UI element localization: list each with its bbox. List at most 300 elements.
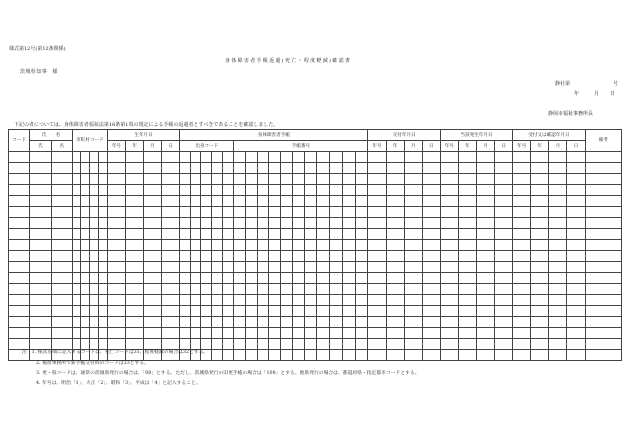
table-cell <box>212 350 223 361</box>
table-cell <box>531 262 549 273</box>
note-3: 3. 更・県コードは、通常の茨城県発行の場合は、「08」とする。ただし、茨城県発行の旧更手帳の場合は「108」とする。他県発行の場合は、都道府県・指定都市コードとする。 <box>36 371 420 376</box>
table-cell <box>125 251 143 262</box>
table-cell <box>190 196 201 207</box>
table-cell <box>404 350 422 361</box>
table-cell <box>440 317 458 328</box>
table-cell <box>355 152 368 163</box>
table-cell <box>585 207 621 218</box>
issue-era-header: 年号 <box>368 141 386 152</box>
table-cell <box>162 306 180 317</box>
table-cell <box>125 317 143 328</box>
table-cell <box>234 284 246 295</box>
table-cell <box>355 207 368 218</box>
table-cell <box>81 185 90 196</box>
table-cell <box>201 284 212 295</box>
table-cell <box>458 163 476 174</box>
table-cell <box>317 152 330 163</box>
table-cell <box>51 328 72 339</box>
table-cell <box>269 218 281 229</box>
table-cell <box>281 229 293 240</box>
table-cell <box>458 218 476 229</box>
table-cell <box>342 328 355 339</box>
event-month-header: 月 <box>476 141 494 152</box>
table-cell <box>190 339 201 350</box>
table-cell <box>355 174 368 185</box>
table-cell <box>342 295 355 306</box>
table-cell <box>458 196 476 207</box>
table-cell <box>281 295 293 306</box>
table-cell <box>9 328 30 339</box>
table-cell <box>201 218 212 229</box>
table-cell <box>585 174 621 185</box>
table-cell <box>342 339 355 350</box>
origin-code-header: 出身コード <box>180 141 234 152</box>
table-cell <box>125 152 143 163</box>
table-cell <box>212 207 223 218</box>
table-cell <box>180 306 191 317</box>
table-cell <box>89 251 99 262</box>
table-cell <box>246 229 258 240</box>
table-cell <box>585 152 621 163</box>
table-cell <box>386 218 404 229</box>
table-cell <box>201 185 212 196</box>
table-cell <box>292 262 304 273</box>
table-cell <box>234 185 246 196</box>
table-cell <box>212 196 223 207</box>
table-cell <box>222 295 234 306</box>
table-cell <box>317 284 330 295</box>
table-cell <box>281 328 293 339</box>
remarks-header: 備考 <box>585 130 621 152</box>
table-cell <box>257 306 269 317</box>
table-cell <box>257 284 269 295</box>
table-cell <box>404 163 422 174</box>
table-cell <box>201 163 212 174</box>
table-cell <box>567 196 585 207</box>
table-cell <box>292 240 304 251</box>
table-cell <box>144 240 162 251</box>
table-cell <box>162 284 180 295</box>
code-header: コード <box>9 130 30 152</box>
table-cell <box>30 185 51 196</box>
table-cell <box>30 229 51 240</box>
table-cell <box>513 207 531 218</box>
table-cell <box>531 152 549 163</box>
table-cell <box>404 218 422 229</box>
table-cell <box>386 306 404 317</box>
table-cell <box>549 163 567 174</box>
table-cell <box>404 251 422 262</box>
table-cell <box>476 262 494 273</box>
table-cell <box>330 273 343 284</box>
table-cell <box>585 295 621 306</box>
table-cell <box>30 295 51 306</box>
table-cell <box>107 251 125 262</box>
table-cell <box>30 339 51 350</box>
table-cell <box>440 306 458 317</box>
table-cell <box>317 317 330 328</box>
table-cell <box>190 306 201 317</box>
table-cell <box>234 273 246 284</box>
table-cell <box>212 284 223 295</box>
table-cell <box>51 306 72 317</box>
table-cell <box>531 196 549 207</box>
table-cell <box>304 152 317 163</box>
table-cell <box>342 185 355 196</box>
table-cell <box>386 273 404 284</box>
table-cell <box>72 207 81 218</box>
table-cell <box>144 251 162 262</box>
table-cell <box>81 229 90 240</box>
table-cell <box>190 273 201 284</box>
table-cell <box>585 284 621 295</box>
table-cell <box>89 328 99 339</box>
table-cell <box>234 196 246 207</box>
table-cell <box>180 229 191 240</box>
table-cell <box>89 185 99 196</box>
table-cell <box>234 229 246 240</box>
table-cell <box>495 295 513 306</box>
table-cell <box>317 229 330 240</box>
table-cell <box>304 273 317 284</box>
table-cell <box>304 350 317 361</box>
table-cell <box>292 174 304 185</box>
table-cell <box>162 240 180 251</box>
table-cell <box>368 196 386 207</box>
table-cell <box>125 185 143 196</box>
table-cell <box>180 317 191 328</box>
table-cell <box>549 229 567 240</box>
table-cell <box>513 152 531 163</box>
table-cell <box>342 207 355 218</box>
table-cell <box>386 174 404 185</box>
table-cell <box>180 284 191 295</box>
table-cell <box>269 207 281 218</box>
table-cell <box>51 317 72 328</box>
table-cell <box>125 262 143 273</box>
table-cell <box>567 185 585 196</box>
table-cell <box>222 207 234 218</box>
table-cell <box>212 218 223 229</box>
table-cell <box>549 306 567 317</box>
table-cell <box>190 317 201 328</box>
table-cell <box>9 295 30 306</box>
table-cell <box>513 262 531 273</box>
table-cell <box>246 317 258 328</box>
table-cell <box>9 218 30 229</box>
table-cell <box>355 251 368 262</box>
table-cell <box>355 163 368 174</box>
table-cell <box>531 229 549 240</box>
table-cell <box>422 295 440 306</box>
table-cell <box>107 328 125 339</box>
table-cell <box>422 207 440 218</box>
table-cell <box>476 185 494 196</box>
event-era-header: 年号 <box>440 141 458 152</box>
table-cell <box>317 251 330 262</box>
table-cell <box>330 251 343 262</box>
table-cell <box>281 196 293 207</box>
table-cell <box>212 229 223 240</box>
table-cell <box>476 218 494 229</box>
table-cell <box>144 339 162 350</box>
table-cell <box>495 174 513 185</box>
table-cell <box>99 339 108 350</box>
table-cell <box>269 295 281 306</box>
table-cell <box>330 163 343 174</box>
table-cell <box>30 284 51 295</box>
event-day-header: 日 <box>495 141 513 152</box>
table-cell <box>404 306 422 317</box>
table-cell <box>355 185 368 196</box>
table-cell <box>458 284 476 295</box>
table-cell <box>212 317 223 328</box>
table-cell <box>81 251 90 262</box>
event-year-header: 年 <box>458 141 476 152</box>
table-cell <box>404 339 422 350</box>
table-cell <box>201 196 212 207</box>
table-cell <box>144 328 162 339</box>
table-cell <box>190 185 201 196</box>
table-cell <box>317 350 330 361</box>
table-cell <box>368 350 386 361</box>
table-cell <box>513 174 531 185</box>
table-row <box>9 185 622 196</box>
table-cell <box>89 174 99 185</box>
table-cell <box>99 163 108 174</box>
table-cell <box>72 185 81 196</box>
table-cell <box>342 229 355 240</box>
table-cell <box>513 273 531 284</box>
table-cell <box>422 339 440 350</box>
table-cell <box>355 295 368 306</box>
table-cell <box>269 317 281 328</box>
table-cell <box>513 339 531 350</box>
table-cell <box>162 163 180 174</box>
table-cell <box>386 152 404 163</box>
table-cell <box>144 207 162 218</box>
table-cell <box>269 328 281 339</box>
table-cell <box>495 328 513 339</box>
table-cell <box>246 174 258 185</box>
table-cell <box>212 174 223 185</box>
table-cell <box>222 306 234 317</box>
table-cell <box>144 218 162 229</box>
table-cell <box>89 284 99 295</box>
table-cell <box>585 317 621 328</box>
table-cell <box>269 350 281 361</box>
table-cell <box>440 174 458 185</box>
table-cell <box>440 284 458 295</box>
table-row <box>9 152 622 163</box>
table-cell <box>99 240 108 251</box>
table-cell <box>180 251 191 262</box>
form-number: 様式第12号(第12条関係) <box>9 46 66 52</box>
table-cell <box>458 229 476 240</box>
date-year-label: 年 <box>574 91 580 97</box>
table-cell <box>368 295 386 306</box>
table-cell <box>72 251 81 262</box>
table-cell <box>531 273 549 284</box>
table-cell <box>292 284 304 295</box>
table-cell <box>495 306 513 317</box>
table-cell <box>30 174 51 185</box>
table-cell <box>549 174 567 185</box>
table-cell <box>330 229 343 240</box>
table-cell <box>304 262 317 273</box>
table-cell <box>190 163 201 174</box>
table-cell <box>531 284 549 295</box>
table-cell <box>212 339 223 350</box>
table-cell <box>567 284 585 295</box>
table-cell <box>125 295 143 306</box>
table-cell <box>368 262 386 273</box>
table-cell <box>304 240 317 251</box>
table-cell <box>144 196 162 207</box>
table-cell <box>190 284 201 295</box>
table-cell <box>107 163 125 174</box>
table-cell <box>144 295 162 306</box>
table-cell <box>386 251 404 262</box>
table-cell <box>549 196 567 207</box>
table-cell <box>257 295 269 306</box>
table-cell <box>81 295 90 306</box>
table-cell <box>404 284 422 295</box>
table-cell <box>162 152 180 163</box>
table-cell <box>107 196 125 207</box>
table-cell <box>180 295 191 306</box>
table-cell <box>9 284 30 295</box>
table-cell <box>30 196 51 207</box>
table-cell <box>144 163 162 174</box>
table-cell <box>495 207 513 218</box>
table-cell <box>495 350 513 361</box>
table-cell <box>72 295 81 306</box>
table-cell <box>440 262 458 273</box>
note-1: 注 1. 様式左端に記入するコードは、死亡コードは31、程度軽減の場合は32とする。 <box>22 350 209 355</box>
table-cell <box>513 240 531 251</box>
table-cell <box>99 218 108 229</box>
table-cell <box>269 185 281 196</box>
table-cell <box>144 284 162 295</box>
table-cell <box>342 284 355 295</box>
table-cell <box>107 339 125 350</box>
table-cell <box>422 251 440 262</box>
table-cell <box>355 339 368 350</box>
table-cell <box>585 240 621 251</box>
table-cell <box>531 306 549 317</box>
table-cell <box>51 207 72 218</box>
table-cell <box>81 339 90 350</box>
table-cell <box>292 328 304 339</box>
table-cell <box>125 196 143 207</box>
table-cell <box>386 284 404 295</box>
table-cell <box>458 350 476 361</box>
receipt-era-header: 年号 <box>513 141 531 152</box>
table-cell <box>51 284 72 295</box>
table-cell <box>246 306 258 317</box>
table-cell <box>281 317 293 328</box>
table-cell <box>246 339 258 350</box>
table-cell <box>201 262 212 273</box>
table-cell <box>89 306 99 317</box>
table-cell <box>317 306 330 317</box>
table-cell <box>513 306 531 317</box>
table-cell <box>386 229 404 240</box>
table-cell <box>513 229 531 240</box>
table-cell <box>292 163 304 174</box>
table-cell <box>342 218 355 229</box>
table-cell <box>476 229 494 240</box>
table-cell <box>51 262 72 273</box>
table-cell <box>585 185 621 196</box>
table-cell <box>342 317 355 328</box>
table-cell <box>458 295 476 306</box>
table-cell <box>89 152 99 163</box>
table-cell <box>269 196 281 207</box>
table-cell <box>513 350 531 361</box>
table-cell <box>422 262 440 273</box>
table-cell <box>222 273 234 284</box>
table-cell <box>476 174 494 185</box>
table-row <box>9 328 622 339</box>
table-cell <box>440 229 458 240</box>
table-cell <box>162 295 180 306</box>
table-cell <box>458 207 476 218</box>
table-cell <box>89 262 99 273</box>
table-cell <box>51 229 72 240</box>
table-cell <box>404 185 422 196</box>
table-cell <box>476 328 494 339</box>
table-cell <box>30 251 51 262</box>
table-cell <box>330 218 343 229</box>
table-cell <box>292 207 304 218</box>
table-cell <box>190 229 201 240</box>
table-cell <box>125 339 143 350</box>
table-cell <box>585 328 621 339</box>
table-cell <box>386 196 404 207</box>
table-cell <box>81 273 90 284</box>
table-cell <box>81 328 90 339</box>
table-cell <box>368 218 386 229</box>
table-cell <box>368 251 386 262</box>
table-cell <box>368 207 386 218</box>
table-cell <box>368 317 386 328</box>
table-cell <box>144 152 162 163</box>
table-cell <box>531 328 549 339</box>
table-cell <box>51 218 72 229</box>
table-row <box>9 284 622 295</box>
table-cell <box>567 317 585 328</box>
table-cell <box>201 229 212 240</box>
table-cell <box>422 196 440 207</box>
table-cell <box>107 218 125 229</box>
table-cell <box>458 317 476 328</box>
table-cell <box>549 152 567 163</box>
table-cell <box>107 295 125 306</box>
table-cell <box>201 339 212 350</box>
table-cell <box>585 306 621 317</box>
table-cell <box>99 317 108 328</box>
table-cell <box>386 240 404 251</box>
table-row <box>9 251 622 262</box>
table-cell <box>180 174 191 185</box>
table-cell <box>281 163 293 174</box>
table-cell <box>330 240 343 251</box>
receipt-month-header: 月 <box>549 141 567 152</box>
table-cell <box>330 317 343 328</box>
table-cell <box>281 174 293 185</box>
